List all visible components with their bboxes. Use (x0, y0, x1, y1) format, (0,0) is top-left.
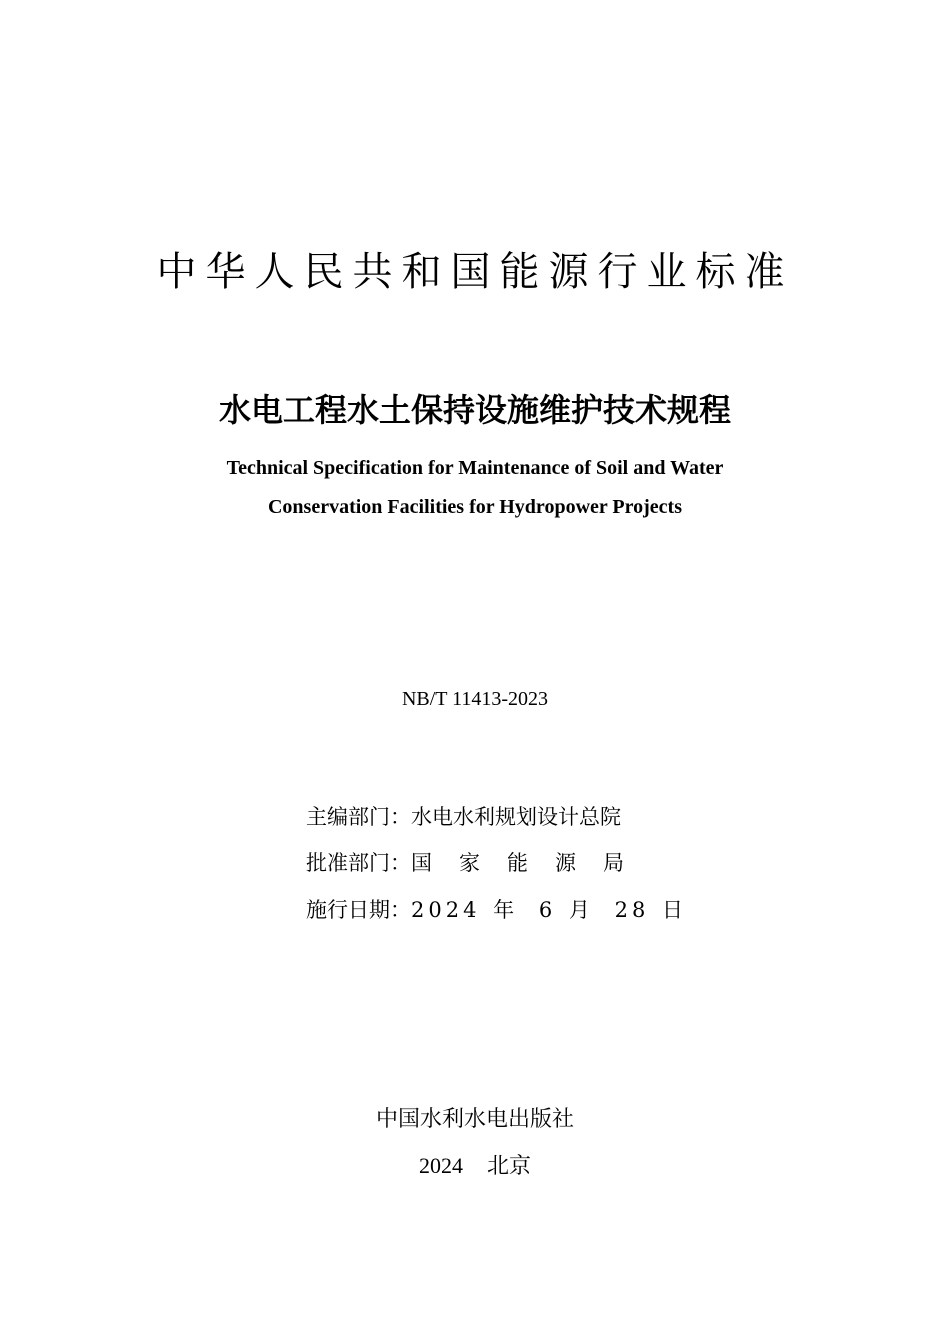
title-english-line-1: Technical Specification for Maintenance of Soil and Water (226, 457, 724, 479)
publication-city: 北京 (486, 1154, 531, 1179)
effective-date-label: 施行日期： (306, 898, 411, 922)
approver-char: 源 (555, 851, 576, 875)
publication-year: 2024 (418, 1153, 463, 1178)
effective-month: 6 (538, 898, 553, 922)
title-english-line-2: Conservation Facilities for Hydropower Projects (267, 496, 682, 518)
approver-char: 家 (459, 851, 480, 875)
effective-day-unit: 日 (662, 898, 683, 922)
editor-row (306, 803, 621, 831)
effective-year: 2024 (411, 898, 481, 922)
title-chinese: 水电工程水土保持设施维护技术规程 (218, 391, 731, 429)
effective-day: 28 (614, 898, 650, 922)
publisher: 中国水利水电出版社 (375, 1107, 574, 1132)
editor-value: 水电水利规划设计总院 (411, 805, 621, 829)
approver-char: 能 (507, 851, 528, 875)
standard-category: 中华人民共和国能源行业标准 (156, 249, 794, 295)
publication-info (0, 1152, 950, 1181)
approver-value (411, 849, 624, 877)
approver-char: 局 (603, 851, 624, 875)
effective-date-row (306, 896, 683, 924)
approver-row (306, 849, 624, 877)
approver-char: 国 (411, 851, 432, 875)
effective-year-unit: 年 (493, 898, 515, 922)
editor-label: 主编部门： (306, 805, 411, 829)
effective-month-unit: 月 (568, 898, 590, 922)
standard-code: NB/T 11413-2023 (401, 688, 549, 710)
approver-label: 批准部门： (306, 851, 411, 875)
